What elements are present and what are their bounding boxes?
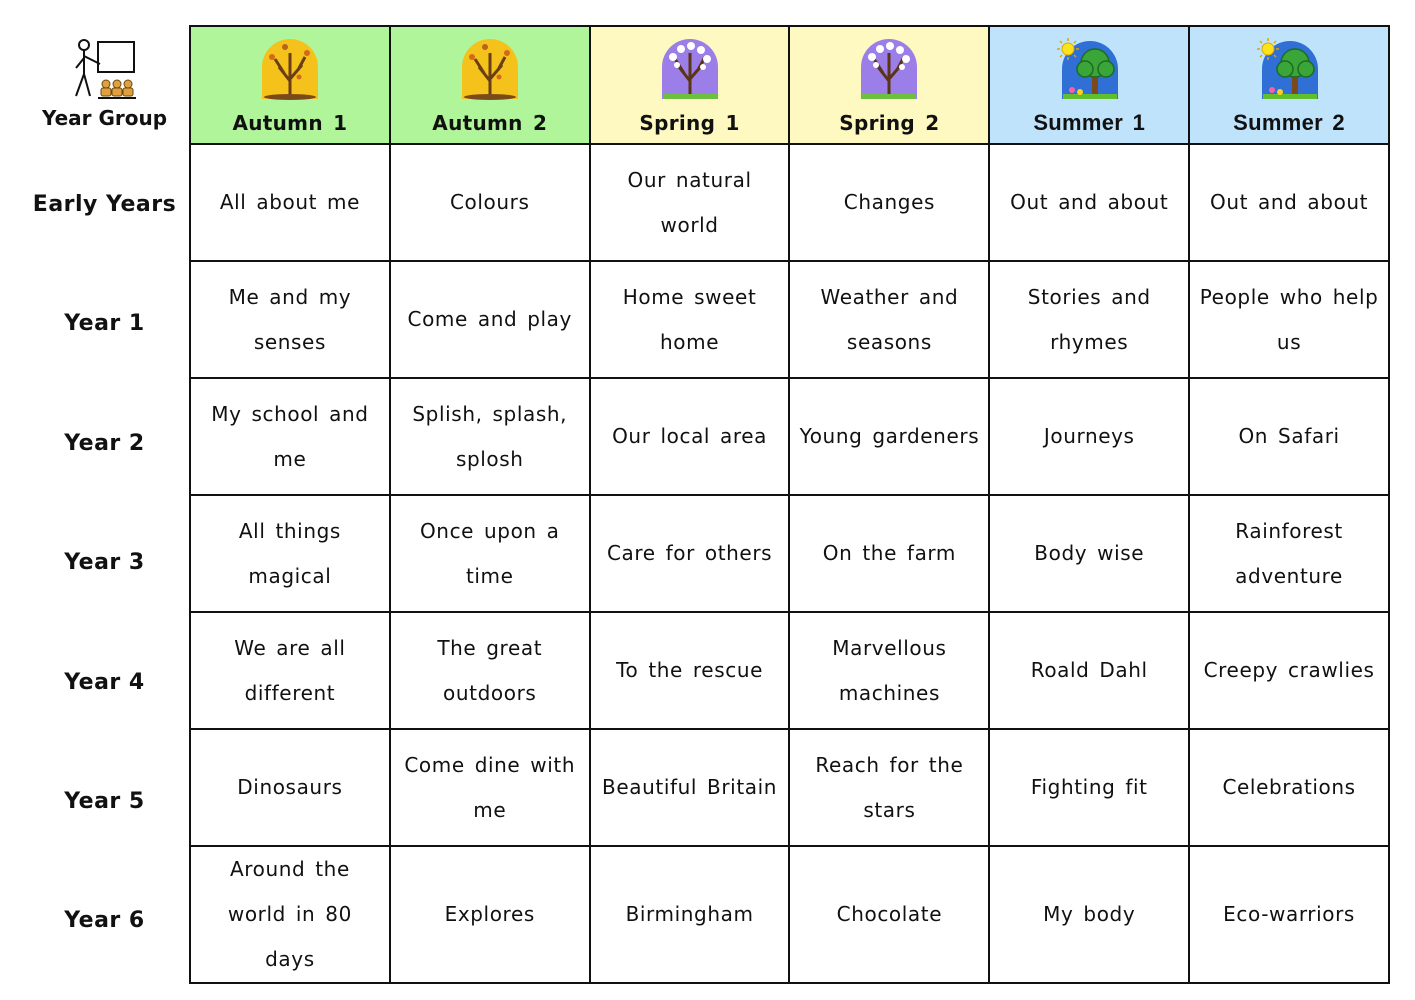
- topic-cell: Once upon a time: [390, 495, 590, 612]
- topic-cell: Splish, splash, splosh: [390, 378, 590, 495]
- year-group-label: Year Group: [41, 106, 168, 130]
- topic-cell: Body wise: [989, 495, 1189, 612]
- row-label-year-4: Year 4: [64, 670, 145, 695]
- topic-cell: Reach for the stars: [789, 729, 989, 846]
- topic-cell: Come dine with me: [390, 729, 590, 846]
- table-row: [190, 261, 1389, 378]
- term-header-row: [190, 26, 1389, 144]
- table-row: [190, 144, 1389, 261]
- topic-cell: Beautiful Britain: [590, 729, 790, 846]
- term-label: Spring 2: [839, 111, 940, 135]
- topic-cell: People who help us: [1189, 261, 1389, 378]
- topic-cell: To the rescue: [590, 612, 790, 729]
- topic-cell: Creepy crawlies: [1189, 612, 1389, 729]
- topic-cell: Eco-warriors: [1189, 846, 1389, 983]
- topic-cell: All things magical: [190, 495, 390, 612]
- term-label: Summer 2: [1233, 110, 1345, 135]
- table-row: [190, 729, 1389, 846]
- topic-cell: Out and about: [1189, 144, 1389, 261]
- topic-cell: Our natural world: [590, 144, 790, 261]
- table-row: [190, 495, 1389, 612]
- table-row: [190, 612, 1389, 729]
- topic-cell: Explores: [390, 846, 590, 983]
- row-label-early-years: Early Years: [32, 192, 177, 217]
- topic-cell: Celebrations: [1189, 729, 1389, 846]
- topic-cell: All about me: [190, 144, 390, 261]
- topic-cell: Dinosaurs: [190, 729, 390, 846]
- topic-cell: Fighting fit: [989, 729, 1189, 846]
- term-label: Autumn 1: [232, 111, 348, 135]
- topic-cell: On Safari: [1189, 378, 1389, 495]
- topic-cell: On the farm: [789, 495, 989, 612]
- blossom-tree-icon: [856, 37, 922, 101]
- table-row: [190, 846, 1389, 983]
- topic-cell: Young gardeners: [789, 378, 989, 495]
- topic-cell: Out and about: [989, 144, 1189, 261]
- summer-tree-sun-icon: [1254, 37, 1324, 101]
- year-group-header: [22, 30, 187, 145]
- curriculum-table: [189, 25, 1390, 984]
- topic-cell: The great outdoors: [390, 612, 590, 729]
- term-header-spring-1: [590, 26, 790, 144]
- topic-cell: Care for others: [590, 495, 790, 612]
- term-header-autumn-1: [190, 26, 390, 144]
- topic-cell: Rainforest adventure: [1189, 495, 1389, 612]
- summer-tree-sun-icon: [1054, 37, 1124, 101]
- topic-cell: Roald Dahl: [989, 612, 1189, 729]
- term-header-summer-2: [1189, 26, 1389, 144]
- term-label: Spring 1: [639, 111, 740, 135]
- blossom-tree-icon: [657, 37, 723, 101]
- topic-cell: Colours: [390, 144, 590, 261]
- topic-cell: Our local area: [590, 378, 790, 495]
- term-header-spring-2: [789, 26, 989, 144]
- topic-cell: My school and me: [190, 378, 390, 495]
- teacher-whiteboard-icon: [70, 36, 140, 102]
- topic-cell: Weather and seasons: [789, 261, 989, 378]
- table-row: [190, 378, 1389, 495]
- term-label: Summer 1: [1033, 110, 1146, 135]
- row-label-year-5: Year 5: [64, 789, 145, 814]
- autumn-tree-icon: [457, 37, 523, 101]
- topic-cell: Come and play: [390, 261, 590, 378]
- term-header-autumn-2: [390, 26, 590, 144]
- row-label-year-3: Year 3: [64, 550, 145, 575]
- row-label-year-6: Year 6: [64, 908, 145, 933]
- topic-cell: Me and my senses: [190, 261, 390, 378]
- topic-cell: Around the world in 80 days: [190, 846, 390, 983]
- topic-cell: Stories and rhymes: [989, 261, 1189, 378]
- topic-cell: Changes: [789, 144, 989, 261]
- topic-cell: Home sweet home: [590, 261, 790, 378]
- autumn-tree-icon: [257, 37, 323, 101]
- row-label-year-1: Year 1: [64, 311, 145, 336]
- topic-cell: My body: [989, 846, 1189, 983]
- term-label: Autumn 2: [432, 111, 548, 135]
- term-header-summer-1: [989, 26, 1189, 144]
- topic-cell: Birmingham: [590, 846, 790, 983]
- topic-cell: Marvellous machines: [789, 612, 989, 729]
- topic-cell: Journeys: [989, 378, 1189, 495]
- row-label-year-2: Year 2: [64, 431, 145, 456]
- topic-cell: Chocolate: [789, 846, 989, 983]
- topic-cell: We are all different: [190, 612, 390, 729]
